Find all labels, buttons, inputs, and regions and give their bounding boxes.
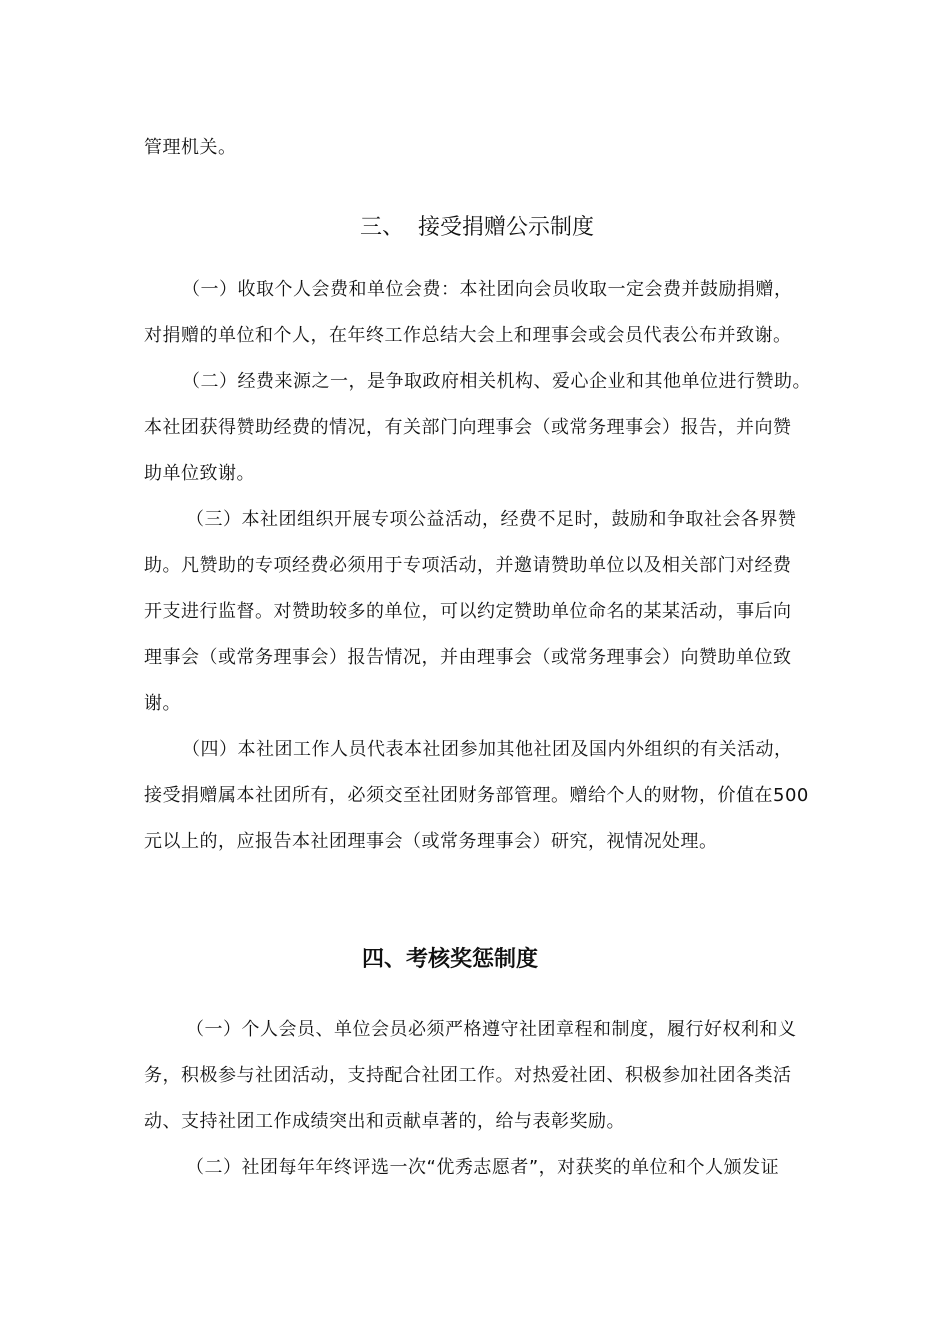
- paragraph-line: 元以上的，应报告本社团理事会（或常务理事会）研究，视情况处理。: [144, 831, 718, 852]
- paragraph-line: （四）本社团工作人员代表本社团参加其他社团及国内外组织的有关活动，: [182, 739, 793, 760]
- paragraph-line: （二）经费来源之一，是争取政府相关机构、爱心企业和其他单位进行赞助。: [182, 371, 811, 392]
- paragraph-line: 助单位致谢。: [144, 463, 255, 484]
- paragraph-line: 接受捐赠属本社团所有，必须交至社团财务部管理。赠给个人的财物，价值在500: [144, 785, 809, 806]
- paragraph-line: 谢。: [144, 693, 181, 714]
- paragraph-line: （一）个人会员、单位会员必须严格遵守社团章程和制度，履行好权利和义: [186, 1019, 797, 1040]
- paragraph-line: 动、支持社团工作成绩突出和贡献卓著的，给与表彰奖励。: [144, 1111, 625, 1132]
- paragraph-line: （一）收取个人会费和单位会费：本社团向会员收取一定会费并鼓励捐赠，: [182, 279, 793, 300]
- paragraph-line: （二）社团每年年终评选一次“优秀志愿者”，对获奖的单位和个人颁发证: [186, 1157, 780, 1178]
- paragraph-line: 对捐赠的单位和个人，在年终工作总结大会上和理事会或会员代表公布并致谢。: [144, 325, 792, 346]
- section-heading-title: 接受捐赠公示制度: [418, 215, 595, 240]
- paragraph-line: 助。凡赞助的专项经费必须用于专项活动，并邀请赞助单位以及相关部门对经费: [144, 555, 792, 576]
- paragraph-line: 理事会（或常务理事会）报告情况，并由理事会（或常务理事会）向赞助单位致: [144, 647, 792, 668]
- section-heading: 四、考核奖惩制度: [362, 947, 539, 972]
- section-heading-number: 三、: [360, 215, 405, 240]
- paragraph-line: （三）本社团组织开展专项公益活动，经费不足时，鼓励和争取社会各界赞: [186, 509, 797, 530]
- paragraph-line: 开支进行监督。对赞助较多的单位，可以约定赞助单位命名的某某活动，事后向: [144, 601, 792, 622]
- paragraph-line: 管理机关。: [144, 137, 237, 158]
- paragraph-line: 务，积极参与社团活动，支持配合社团工作。对热爱社团、积极参加社团各类活: [144, 1065, 792, 1086]
- paragraph-line: 本社团获得赞助经费的情况，有关部门向理事会（或常务理事会）报告，并向赞: [144, 417, 792, 438]
